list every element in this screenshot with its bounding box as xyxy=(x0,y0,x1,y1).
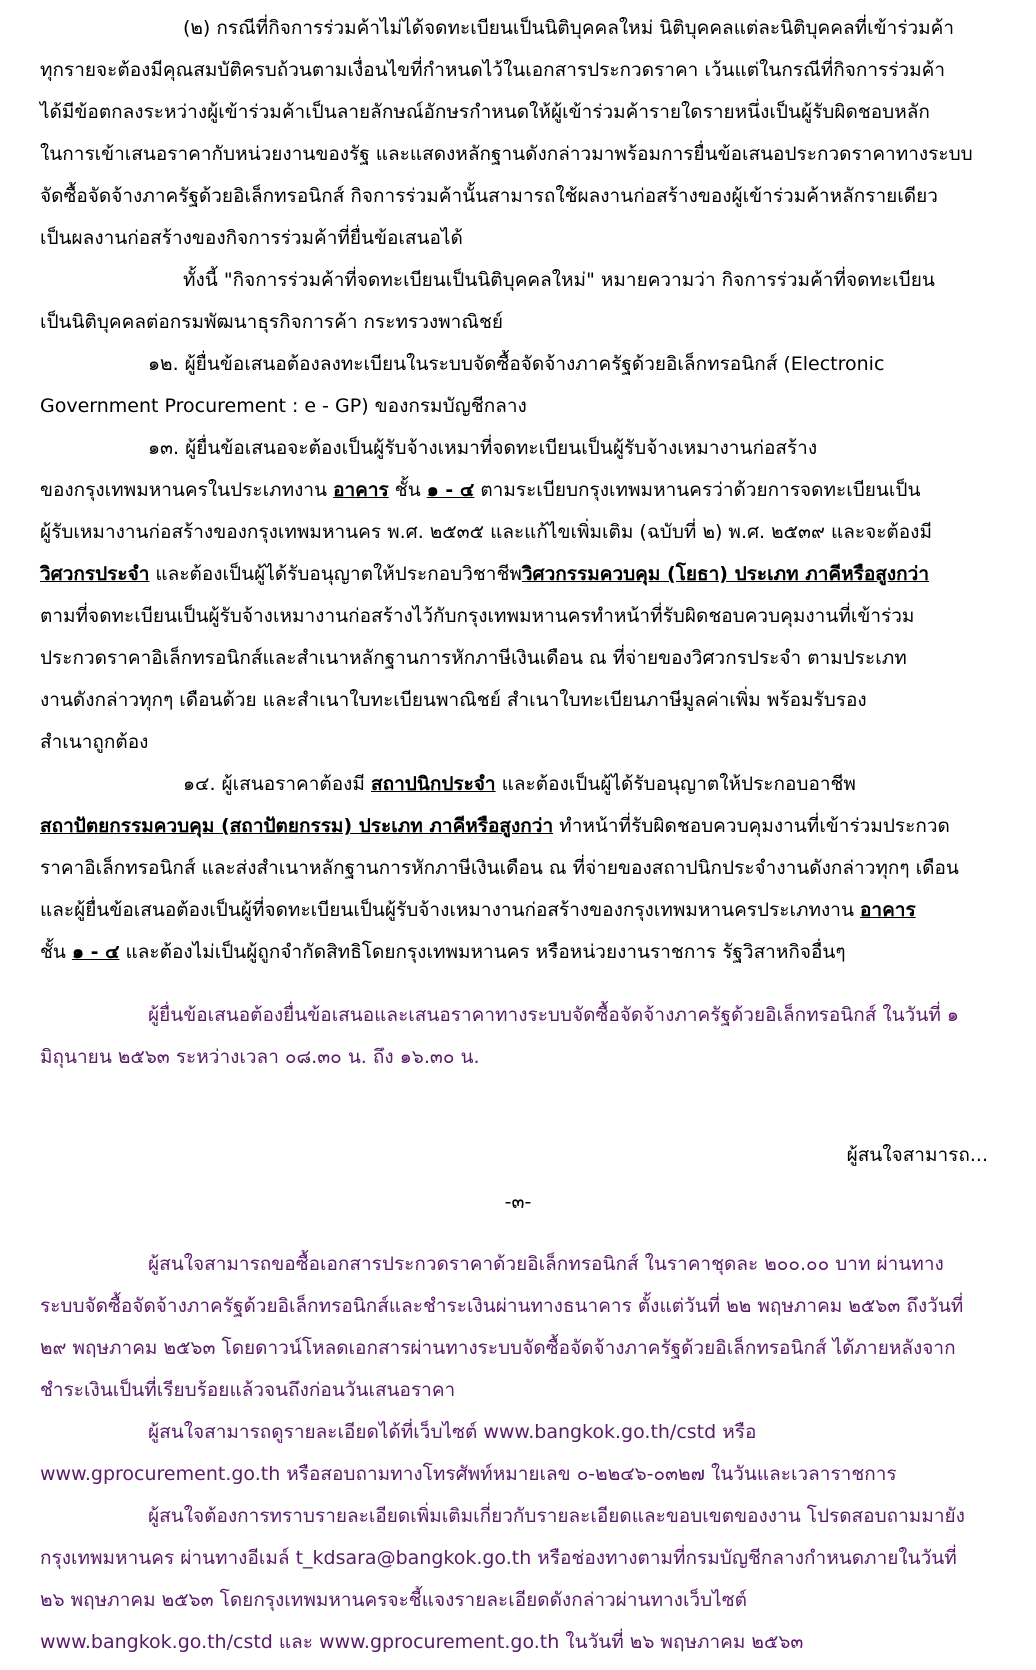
para2-line-6: เป็นผลงานก่อสร้างของกิจการร่วมค้าที่ยื่นข้อเสนอได้ xyxy=(40,227,463,249)
note-line-2: เป็นนิติบุคคลต่อกรมพัฒนาธุรกิจการค้า กระทรวงพาณิชย์ xyxy=(40,311,503,333)
floor-range-text: ๑ - ๔ xyxy=(426,479,475,501)
item14-line-3: ราคาอิเล็กทรอนิกส์ และส่งสำเนาหลักฐานการหักภาษีเงินเดือน ณ ที่จ่ายของสถาปนิกประจำงานดังกล่าวทุกๆ เดือน xyxy=(40,857,959,879)
item14-line-5: ชั้น ๑ - ๔ และต้องไม่เป็นผู้ถูกจำกัดสิทธิโดยกรุงเทพมหานคร หรือหน่วยงานราชการ รัฐวิสาหกิจอื่นๆ xyxy=(40,941,846,963)
bottom-para2-line-2: www.gprocurement.go.th หรือสอบถามทางโทรศัพท์หมายเลข ๐-๒๒๔๖-๐๓๒๗ ในวันและเวลาราชการ xyxy=(40,1463,897,1485)
page-number: -๓- xyxy=(504,1191,532,1213)
item14-line-4: และผู้ยื่นข้อเสนอต้องเป็นผู้ที่จดทะเบียนเป็นผู้รับจ้างเหมางานก่อสร้างของกรุงเทพมหานครประเภทงาน อาคาร xyxy=(40,899,916,921)
architect-text: สถาปนิกประจำ xyxy=(371,773,496,795)
item13-line-1: ๑๓. ผู้ยื่นข้อเสนอจะต้องเป็นผู้รับจ้างเหมาที่จดทะเบียนเป็นผู้รับจ้างเหมางานก่อสร้าง xyxy=(148,437,818,459)
para2-line-1: (๒) กรณีที่กิจการร่วมค้าไม่ได้จดทะเบียนเป็นนิติบุคคลใหม่ นิติบุคคลแต่ละนิติบุคคลที่เข้าร่วมค้า xyxy=(183,17,955,39)
item14-line-1: ๑๔. ผู้เสนอราคาต้องมี สถาปนิกประจำ และต้องเป็นผู้ได้รับอนุญาตให้ประกอบอาชีพ xyxy=(183,773,856,795)
para2-line-4: ในการเข้าเสนอราคากับหน่วยงานของรัฐ และแสดงหลักฐานดังกล่าวมาพร้อมการยื่นข้อเสนอประกวดราคาทางระบบ xyxy=(40,143,973,165)
item12-line-1: ๑๒. ผู้ยื่นข้อเสนอต้องลงทะเบียนในระบบจัดซื้อจัดจ้างภาครัฐด้วยอิเล็กทรอนิกส์ (Electronic xyxy=(148,353,885,375)
floor-range-text-2: ๑ - ๔ xyxy=(71,941,120,963)
engineer-text: วิศวกรประจำ xyxy=(40,563,150,585)
bottom-para1-line-3: ๒๙ พฤษภาคม ๒๕๖๓ โดยดาวน์โหลดเอกสารผ่านทางระบบจัดซื้อจัดจ้างภาครัฐด้วยอิเล็กทรอนิกส์ ได้ภายหลังจาก xyxy=(40,1337,956,1359)
item13-line-3: ผู้รับเหมางานก่อสร้างของกรุงเทพมหานคร พ.ศ. ๒๕๓๕ และแก้ไขเพิ่มเติม (ฉบับที่ ๒) พ.ศ. ๒๕๓๙ และจะต้องมี xyxy=(40,521,932,543)
bottom-para3-line-3: ๒๖ พฤษภาคม ๒๕๖๓ โดยกรุงเทพมหานครจะชี้แจงรายละเอียดดังกล่าวผ่านทางเว็บไซต์ xyxy=(40,1589,747,1611)
para2-line-5: จัดซื้อจัดจ้างภาครัฐด้วยอิเล็กทรอนิกส์ กิจการร่วมค้านั้นสามารถใช้ผลงานก่อสร้างของผู้เข้าร่วมค้าหลักรายเดียว xyxy=(40,185,938,207)
bottom-para1-line-1: ผู้สนใจสามารถขอซื้อเอกสารประกวดราคาด้วยอิเล็กทรอนิกส์ ในราคาชุดละ ๒๐๐.๐๐ บาท ผ่านทาง xyxy=(148,1253,944,1275)
para2-line-2: ทุกรายจะต้องมีคุณสมบัติครบถ้วนตามเงื่อนไขที่กำหนดไว้ในเอกสารประกวดราคา เว้นแต่ในกรณีที่กิจการร่วมค้า xyxy=(40,59,946,81)
item13-line-6: ประกวดราคาอิเล็กทรอนิกส์และสำเนาหลักฐานการหักภาษีเงินเดือน ณ ที่จ่ายของวิศวกรประจำ ตามประเภท xyxy=(40,647,907,669)
note-line-1: ทั้งนี้ "กิจการร่วมค้าที่จดทะเบียนเป็นนิติบุคคลใหม่" หมายความว่า กิจการร่วมค้าที่จดทะเบียน xyxy=(183,269,935,291)
submission-line-2: มิถุนายน ๒๕๖๓ ระหว่างเวลา ๐๘.๓๐ น. ถึง ๑๖.๓๐ น. xyxy=(40,1046,480,1068)
item13-line-5: ตามที่จดทะเบียนเป็นผู้รับจ้างเหมางานก่อสร้างไว้กับกรุงเทพมหานครทำหน้าที่รับผิดชอบควบคุมงานที่เข้าร่วม xyxy=(40,605,915,627)
bottom-para1-line-2: ระบบจัดซื้อจัดจ้างภาครัฐด้วยอิเล็กทรอนิกส์และชำระเงินผ่านทางธนาคาร ตั้งแต่วันที่ ๒๒ พฤษภาคม ๒๕๖๓ ถึงวันที่ xyxy=(40,1295,964,1317)
item13-line-8: สำเนาถูกต้อง xyxy=(40,731,149,753)
item14-line-2: สถาปัตยกรรมควบคุม (สถาปัตยกรรม) ประเภท ภาคีหรือสูงกว่า ทำหน้าที่รับผิดชอบควบคุมงานที่เข้าร่วมประกวด xyxy=(40,815,950,837)
bottom-para3-line-1: ผู้สนใจต้องการทราบรายละเอียดเพิ่มเติมเกี่ยวกับรายละเอียดและขอบเขตของงาน โปรดสอบถามมายัง xyxy=(148,1505,965,1527)
item12-line-2: Government Procurement : e - GP) ของกรมบัญชีกลาง xyxy=(40,395,527,417)
continuation-text: ผู้สนใจสามารถ... xyxy=(846,1144,988,1166)
item13-line-7: งานดังกล่าวทุกๆ เดือนด้วย และสำเนาใบทะเบียนพาณิชย์ สำเนาใบทะเบียนภาษีมูลค่าเพิ่ม พร้อมรับรอง xyxy=(40,689,867,711)
architect-license-text: สถาปัตยกรรมควบคุม (สถาปัตยกรรม) ประเภท ภาคีหรือสูงกว่า xyxy=(40,815,554,837)
item13-line-4: วิศวกรประจำ และต้องเป็นผู้ได้รับอนุญาตให้ประกอบวิชาชีพวิศวกรรมควบคุม (โยธา) ประเภท ภาคีหรือสูงกว่า xyxy=(40,563,929,585)
para2-line-3: ได้มีข้อตกลงระหว่างผู้เข้าร่วมค้าเป็นลายลักษณ์อักษรกำหนดให้ผู้เข้าร่วมค้ารายใดรายหนึ่งเป็นผู้รับผิดชอบหลัก xyxy=(40,101,930,123)
bottom-para3-line-4: www.bangkok.go.th/cstd และ www.gprocurement.go.th ในวันที่ ๒๖ พฤษภาคม ๒๕๖๓ xyxy=(40,1631,804,1653)
building-type-text-2: อาคาร xyxy=(860,899,916,921)
bottom-para3-line-2: กรุงเทพมหานคร ผ่านทางอีเมล์ t_kdsara@bangkok.go.th หรือช่องทางตามที่กรมบัญชีกลางกำหนดภายในวันที่ xyxy=(40,1547,957,1569)
submission-line-1: ผู้ยื่นข้อเสนอต้องยื่นข้อเสนอและเสนอราคาทางระบบจัดซื้อจัดจ้างภาครัฐด้วยอิเล็กทรอนิกส์ ในวันที่ ๑ xyxy=(148,1004,959,1026)
building-type-text: อาคาร xyxy=(333,479,389,501)
bottom-para1-line-4: ชำระเงินเป็นที่เรียบร้อยแล้วจนถึงก่อนวันเสนอราคา xyxy=(40,1379,456,1401)
item13-line-2: ของกรุงเทพมหานครในประเภทงาน อาคาร ชั้น ๑ - ๔ ตามระเบียบกรุงเทพมหานครว่าด้วยการจดทะเบียนเป็น xyxy=(40,479,921,501)
engineer-license-text: วิศวกรรมควบคุม (โยธา) ประเภท ภาคีหรือสูงกว่า xyxy=(521,563,929,585)
bottom-para2-line-1: ผู้สนใจสามารถดูรายละเอียดได้ที่เว็บไซต์ www.bangkok.go.th/cstd หรือ xyxy=(148,1421,757,1443)
